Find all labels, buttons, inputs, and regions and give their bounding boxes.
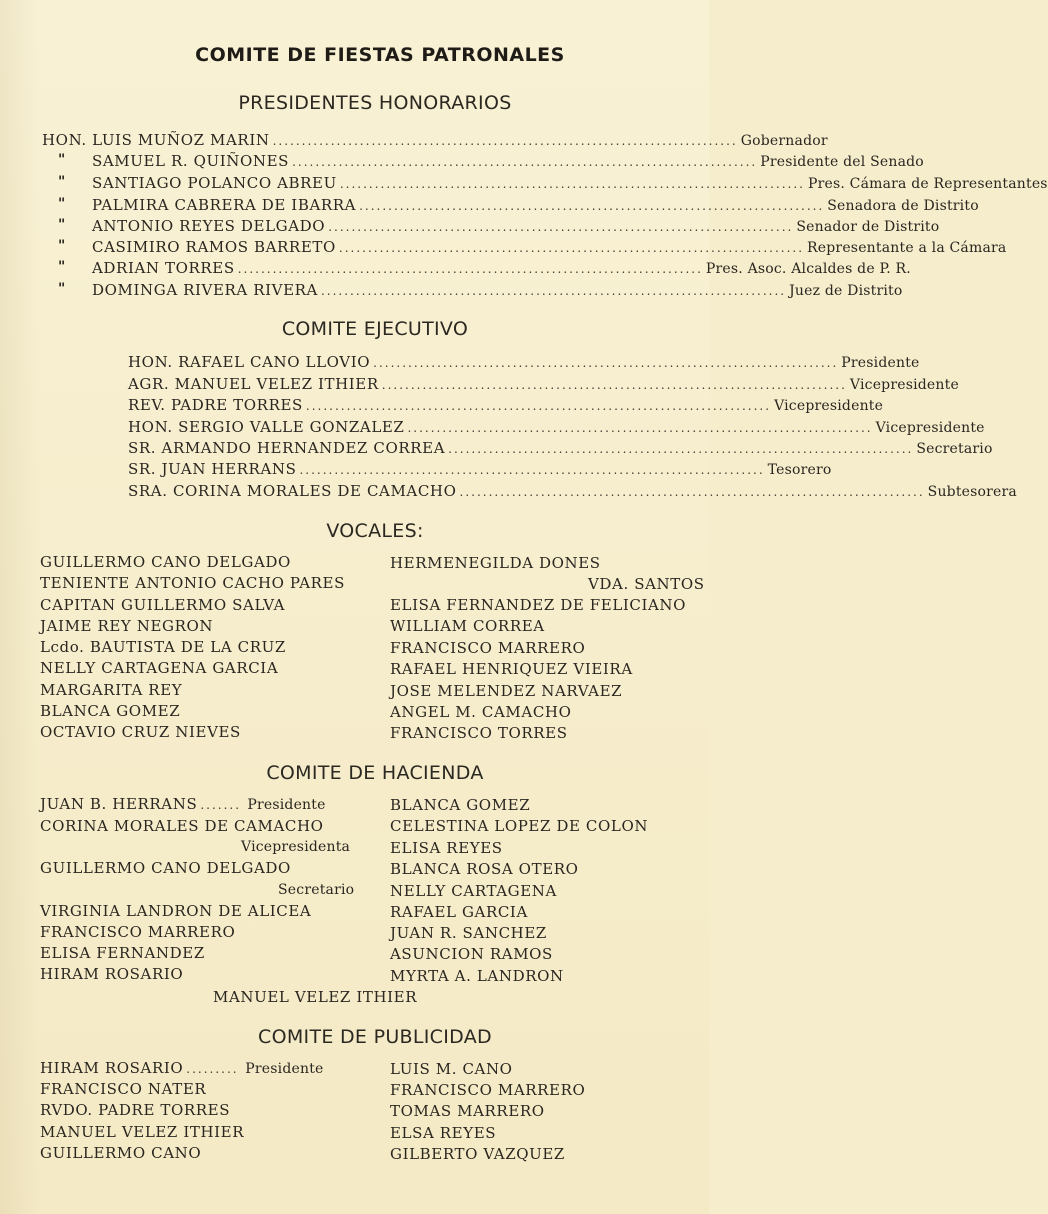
vocal-name: HERMENEGILDA DONES [390, 554, 601, 572]
publicidad-name: LUIS M. CANO [390, 1060, 513, 1078]
hacienda-name: NELLY CARTAGENA [390, 882, 557, 900]
publicidad-name: GILBERTO VAZQUEZ [390, 1145, 565, 1163]
honorario-name: HON. LUIS MUÑOZ MARIN [42, 131, 270, 149]
hacienda-role: Vicepresidenta [241, 839, 351, 855]
hacienda-name: BLANCA ROSA OTERO [390, 860, 579, 878]
leader-dots: ................................................................................ [338, 241, 805, 255]
ejecutivo-name: HON. RAFAEL CANO LLOVIO [128, 353, 371, 371]
ditto-mark: " [58, 217, 66, 233]
ejecutivo-heading: COMITE EJECUTIVO [281, 318, 469, 340]
leader-dots: ................................................................................ [292, 155, 758, 169]
ejecutivo-role: Vicepresidente [774, 398, 884, 414]
vocal-name: NELLY CARTAGENA GARCIA [40, 659, 279, 677]
publicidad-heading: COMITE DE PUBLICIDAD [258, 1026, 492, 1048]
honorario-name: SANTIAGO POLANCO ABREU [92, 174, 337, 192]
vocal-name: ANGEL M. CAMACHO [390, 703, 572, 721]
hacienda-name: RAFAEL GARCIA [390, 903, 528, 921]
ejecutivo-row [128, 438, 993, 458]
ejecutivo-row [128, 417, 985, 437]
leader-dots: ................................................................................ [373, 356, 839, 370]
publicidad-name: FRANCISCO MARRERO [390, 1081, 586, 1099]
hacienda-name: HIRAM ROSARIO [40, 965, 184, 983]
hacienda-name: VIRGINIA LANDRON DE ALICEA [40, 902, 312, 920]
leader-dots: ................................................................................ [339, 177, 805, 191]
ejecutivo-row [128, 481, 1017, 501]
ejecutivo-row [128, 374, 959, 394]
vocal-name: WILLIAM CORREA [390, 617, 545, 635]
page-title: COMITE DE FIESTAS PATRONALES [195, 44, 565, 66]
publicidad-name: MANUEL VELEZ ITHIER [40, 1123, 245, 1141]
honorario-role: Representante a la Cámara [807, 240, 1007, 256]
hacienda-name: MYRTA A. LANDRON [390, 967, 564, 985]
honorario-name: ANTONIO REYES DELGADO [92, 217, 326, 235]
vocal-name: JAIME REY NEGRON [40, 617, 214, 635]
honorario-name: SAMUEL R. QUIÑONES [92, 152, 290, 170]
leader-dots: ................................................................................ [305, 399, 772, 413]
ditto-mark: " [58, 238, 66, 254]
leader-dots: ................................................................................ [381, 378, 847, 392]
publicidad-name: HIRAM ROSARIO [40, 1059, 184, 1077]
honorario-row [92, 173, 1048, 193]
hacienda-heading: COMITE DE HACIENDA [266, 762, 484, 784]
honorario-row [92, 280, 903, 300]
vocal-name: ELISA FERNANDEZ DE FELICIANO [390, 596, 687, 614]
ditto-mark: " [58, 196, 66, 212]
hacienda-name: FRANCISCO MARRERO [40, 923, 236, 941]
ejecutivo-name: AGR. MANUEL VELEZ ITHIER [128, 375, 379, 393]
honorario-row [42, 130, 828, 150]
vocal-name: RAFAEL HENRIQUEZ VIEIRA [390, 660, 633, 678]
leader-dots: ................................................................................ [448, 442, 914, 456]
publicidad-role: Presidente [245, 1061, 324, 1077]
vocal-name: FRANCISCO TORRES [390, 724, 568, 742]
hacienda-row [40, 794, 362, 814]
hacienda-name: ASUNCION RAMOS [390, 945, 553, 963]
ditto-mark: " [58, 152, 66, 168]
vocal-name: MARGARITA REY [40, 681, 183, 699]
publicidad-name: GUILLERMO CANO [40, 1144, 202, 1162]
leader-dots: ......... [186, 1062, 239, 1076]
honorario-role: Senadora de Distrito [827, 198, 979, 214]
publicidad-name: RVDO. PADRE TORRES [40, 1101, 231, 1119]
ejecutivo-name: HON. SERGIO VALLE GONZALEZ [128, 418, 405, 436]
honorario-role: Senador de Distrito [796, 219, 940, 235]
ejecutivo-name: SR. ARMANDO HERNANDEZ CORREA [128, 439, 446, 457]
vocal-name: OCTAVIO CRUZ NIEVES [40, 723, 241, 741]
ditto-mark: " [58, 259, 66, 275]
ejecutivo-role: Vicepresidente [849, 377, 959, 393]
ejecutivo-role: Subtesorera [927, 484, 1017, 500]
vocal-name: TENIENTE ANTONIO CACHO PARES [40, 574, 345, 592]
publicidad-name: TOMAS MARRERO [390, 1102, 545, 1120]
hacienda-name: ELISA REYES [390, 839, 503, 857]
honorario-role: Pres. Cámara de Representantes [808, 176, 1048, 192]
vocal-name: Lcdo. BAUTISTA DE LA CRUZ [40, 638, 286, 656]
hacienda-name: BLANCA GOMEZ [390, 796, 531, 814]
ejecutivo-row [128, 352, 920, 372]
honorario-name: DOMINGA RIVERA RIVERA [92, 281, 318, 299]
hacienda-name: CELESTINA LOPEZ DE COLON [390, 817, 649, 835]
hacienda-name: ELISA FERNANDEZ [40, 944, 205, 962]
vocal-name: JOSE MELENDEZ NARVAEZ [390, 682, 623, 700]
honorario-row [92, 237, 1007, 257]
hacienda-name: JUAN B. HERRANS [40, 795, 198, 813]
ejecutivo-role: Vicepresidente [875, 420, 985, 436]
honorario-row [92, 195, 979, 215]
hacienda-role: Secretario [278, 882, 355, 898]
publicidad-name: ELSA REYES [390, 1124, 497, 1142]
hacienda-name: JUAN R. SANCHEZ [390, 924, 547, 942]
honorario-row [92, 258, 911, 278]
ejecutivo-role: Tesorero [767, 462, 832, 478]
vocales-heading: VOCALES: [326, 520, 424, 542]
vocal-name: GUILLERMO CANO DELGADO [40, 553, 291, 571]
hacienda-name: MANUEL VELEZ ITHIER [213, 988, 418, 1006]
vocal-name: FRANCISCO MARRERO [390, 639, 586, 657]
leader-dots: ................................................................................ [359, 199, 825, 213]
hacienda-name: GUILLERMO CANO DELGADO [40, 859, 291, 877]
honorario-role: Pres. Asoc. Alcaldes de P. R. [705, 261, 911, 277]
leader-dots: ................................................................................ [237, 262, 703, 276]
honorario-name: ADRIAN TORRES [92, 259, 235, 277]
ejecutivo-row [128, 395, 884, 415]
ejecutivo-role: Secretario [916, 441, 993, 457]
ejecutivo-name: REV. PADRE TORRES [128, 396, 303, 414]
honorario-role: Juez de Distrito [789, 283, 903, 299]
leader-dots: ................................................................................ [272, 134, 738, 148]
honorario-row [92, 216, 940, 236]
leader-dots: ................................................................................ [320, 284, 787, 298]
vocal-name: BLANCA GOMEZ [40, 702, 181, 720]
leader-dots: ................................................................................ [459, 485, 925, 499]
honorario-role: Presidente del Senado [760, 154, 924, 170]
leader-dots: ................................................................................ [407, 421, 873, 435]
ejecutivo-name: SRA. CORINA MORALES DE CAMACHO [128, 482, 457, 500]
ejecutivo-role: Presidente [841, 355, 920, 371]
leader-dots: ................................................................................ [328, 220, 794, 234]
honorario-name: CASIMIRO RAMOS BARRETO [92, 238, 336, 256]
vocal-name: CAPITAN GUILLERMO SALVA [40, 596, 286, 614]
honorario-role: Gobernador [740, 133, 828, 149]
ejecutivo-row [128, 459, 832, 479]
leader-dots: ................................................................................ [299, 463, 765, 477]
ejecutivo-name: SR. JUAN HERRANS [128, 460, 297, 478]
hacienda-name: CORINA MORALES DE CAMACHO [40, 817, 324, 835]
ditto-mark: " [58, 281, 66, 297]
honorario-name: PALMIRA CABRERA DE IBARRA [92, 196, 357, 214]
publicidad-name: FRANCISCO NATER [40, 1080, 207, 1098]
hacienda-role: Presidente [247, 797, 326, 813]
ditto-mark: " [58, 174, 66, 190]
vocal-name-continuation: VDA. SANTOS [588, 575, 705, 593]
leader-dots: ....... [200, 798, 242, 812]
publicidad-row [40, 1058, 362, 1078]
honorarios-heading: PRESIDENTES HONORARIOS [238, 92, 512, 114]
honorario-row [92, 151, 924, 171]
